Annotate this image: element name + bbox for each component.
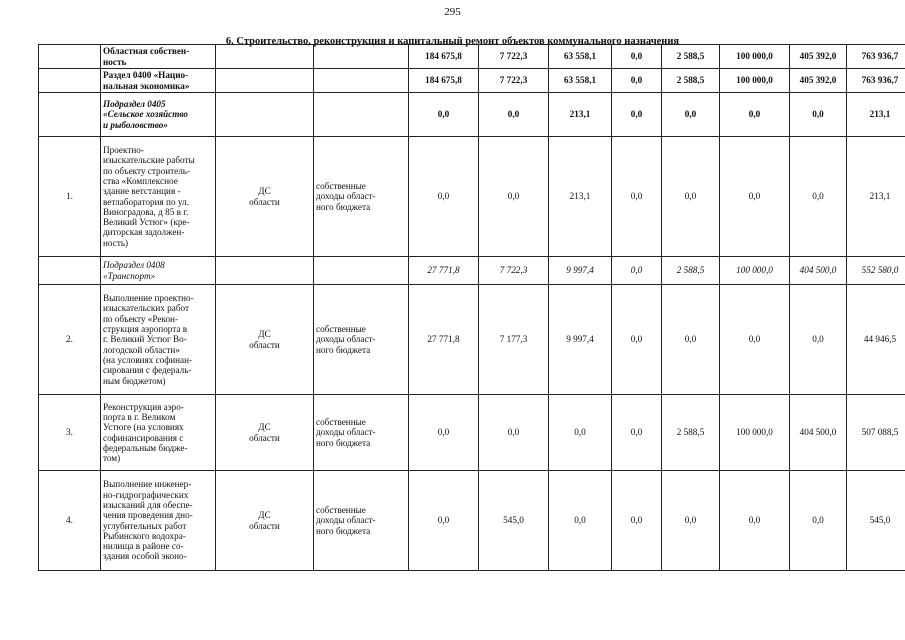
year-value-cell: 0,0	[612, 395, 662, 471]
object-name-cell: Подраздел 0408 «Транспорт»	[101, 257, 216, 285]
object-name-cell: Областная собствен- ность	[101, 45, 216, 69]
executor-cell	[216, 69, 314, 93]
year-value-cell: 545,0	[479, 471, 549, 571]
year-value-cell: 0,0	[479, 137, 549, 257]
year-value-cell: 184 675,8	[409, 45, 479, 69]
total-value-cell: 545,0	[847, 471, 905, 571]
executor-cell: ДС области	[216, 285, 314, 395]
year-value-cell: 7 722,3	[479, 45, 549, 69]
year-value-cell: 0,0	[409, 395, 479, 471]
row-index-cell	[39, 93, 101, 137]
executor-cell: ДС области	[216, 137, 314, 257]
executor-cell	[216, 93, 314, 137]
object-name-cell: Подраздел 0405 «Сельское хозяйство и рыболовство»	[101, 93, 216, 137]
budget-table	[38, 44, 905, 571]
executor-cell: ДС области	[216, 471, 314, 571]
year-value-cell: 0,0	[662, 93, 720, 137]
year-value-cell: 9 997,4	[549, 285, 612, 395]
table-row	[39, 395, 905, 471]
year-value-cell: 213,1	[549, 137, 612, 257]
row-index-cell: 4.	[39, 471, 101, 571]
year-value-cell: 7 722,3	[479, 257, 549, 285]
year-value-cell: 0,0	[662, 285, 720, 395]
year-value-cell: 2 588,5	[662, 395, 720, 471]
year-value-cell: 0,0	[549, 395, 612, 471]
row-index-cell: 1.	[39, 137, 101, 257]
year-value-cell: 2 588,5	[662, 69, 720, 93]
object-name-cell: Выполнение проектно- изыскательских работ по объекту «Рекон- струкция аэропорта в г. Великий Устюг Во- логодской области» (на условиях софинан- сирования с федераль- ным бюджетом)	[101, 285, 216, 395]
year-value-cell: 0,0	[612, 471, 662, 571]
year-value-cell: 9 997,4	[549, 257, 612, 285]
year-value-cell: 0,0	[549, 471, 612, 571]
table-row	[39, 285, 905, 395]
year-value-cell: 0,0	[720, 471, 790, 571]
year-value-cell: 405 392,0	[790, 45, 847, 69]
year-value-cell: 0,0	[790, 285, 847, 395]
year-value-cell: 7 177,3	[479, 285, 549, 395]
year-value-cell: 0,0	[409, 93, 479, 137]
year-value-cell: 27 771,8	[409, 285, 479, 395]
row-index-cell: 2.	[39, 285, 101, 395]
year-value-cell: 0,0	[612, 93, 662, 137]
executor-cell	[216, 45, 314, 69]
year-value-cell: 0,0	[612, 257, 662, 285]
year-value-cell: 2 588,5	[662, 257, 720, 285]
year-value-cell: 0,0	[409, 471, 479, 571]
year-value-cell: 0,0	[790, 137, 847, 257]
year-value-cell: 0,0	[479, 395, 549, 471]
total-value-cell: 552 580,0	[847, 257, 905, 285]
year-value-cell: 100 000,0	[720, 69, 790, 93]
row-index-cell	[39, 257, 101, 285]
object-name-cell: Проектно- изыскательские работы по объекту строитель- ства «Комплексное здание ветстанция - ветлаборатория по ул. Виноградова, д 85 в г. Великий Устюг» (кре- диторская задолжен- ность)	[101, 137, 216, 257]
funding-source-cell: собственные доходы област- ного бюджета	[314, 285, 409, 395]
total-value-cell: 213,1	[847, 137, 905, 257]
year-value-cell: 63 558,1	[549, 69, 612, 93]
executor-cell	[216, 257, 314, 285]
funding-source-cell: собственные доходы област- ного бюджета	[314, 471, 409, 571]
object-name-cell: Раздел 0400 «Нацио- нальная экономика»	[101, 69, 216, 93]
funding-source-cell	[314, 69, 409, 93]
year-value-cell: 0,0	[662, 137, 720, 257]
funding-source-cell: собственные доходы област- ного бюджета	[314, 137, 409, 257]
year-value-cell: 404 500,0	[790, 257, 847, 285]
year-value-cell: 0,0	[612, 137, 662, 257]
object-name-cell: Реконструкция аэро- порта в г. Великом Устюге (на условиях софинансирования с федеральным бюдже- том)	[101, 395, 216, 471]
year-value-cell: 0,0	[790, 471, 847, 571]
funding-source-cell	[314, 257, 409, 285]
year-value-cell: 0,0	[720, 137, 790, 257]
year-value-cell: 0,0	[409, 137, 479, 257]
funding-source-cell	[314, 93, 409, 137]
total-value-cell: 44 946,5	[847, 285, 905, 395]
year-value-cell: 184 675,8	[409, 69, 479, 93]
row-index-cell: 3.	[39, 395, 101, 471]
year-value-cell: 0,0	[662, 471, 720, 571]
year-value-cell: 0,0	[479, 93, 549, 137]
year-value-cell: 0,0	[720, 285, 790, 395]
year-value-cell: 27 771,8	[409, 257, 479, 285]
table-row	[39, 45, 905, 69]
table-row	[39, 137, 905, 257]
total-value-cell: 507 088,5	[847, 395, 905, 471]
year-value-cell: 100 000,0	[720, 45, 790, 69]
year-value-cell: 405 392,0	[790, 69, 847, 93]
page-number: 295	[444, 6, 461, 18]
year-value-cell: 2 588,5	[662, 45, 720, 69]
year-value-cell: 100 000,0	[720, 257, 790, 285]
table-row	[39, 257, 905, 285]
table-row	[39, 69, 905, 93]
funding-source-cell: собственные доходы област- ного бюджета	[314, 395, 409, 471]
year-value-cell: 213,1	[549, 93, 612, 137]
year-value-cell: 0,0	[612, 69, 662, 93]
total-value-cell: 763 936,7	[847, 45, 905, 69]
year-value-cell: 63 558,1	[549, 45, 612, 69]
year-value-cell: 0,0	[612, 285, 662, 395]
total-value-cell: 763 936,7	[847, 69, 905, 93]
funding-source-cell	[314, 45, 409, 69]
table-row	[39, 471, 905, 571]
table-row	[39, 93, 905, 137]
year-value-cell: 0,0	[612, 45, 662, 69]
row-index-cell	[39, 69, 101, 93]
row-index-cell	[39, 45, 101, 69]
year-value-cell: 0,0	[790, 93, 847, 137]
executor-cell: ДС области	[216, 395, 314, 471]
year-value-cell: 404 500,0	[790, 395, 847, 471]
object-name-cell: Выполнение инженер- но-гидрографических изысканий для обеспе- чения проведения дно- углубительных работ Рыбинского водохра- нилища в районе со- здания особой эконо-	[101, 471, 216, 571]
section-title: 6. Строительство, реконструкция и капитальный ремонт объектов коммунального назначения	[225, 36, 680, 47]
year-value-cell: 100 000,0	[720, 395, 790, 471]
total-value-cell: 213,1	[847, 93, 905, 137]
year-value-cell: 7 722,3	[479, 69, 549, 93]
year-value-cell: 0,0	[720, 93, 790, 137]
